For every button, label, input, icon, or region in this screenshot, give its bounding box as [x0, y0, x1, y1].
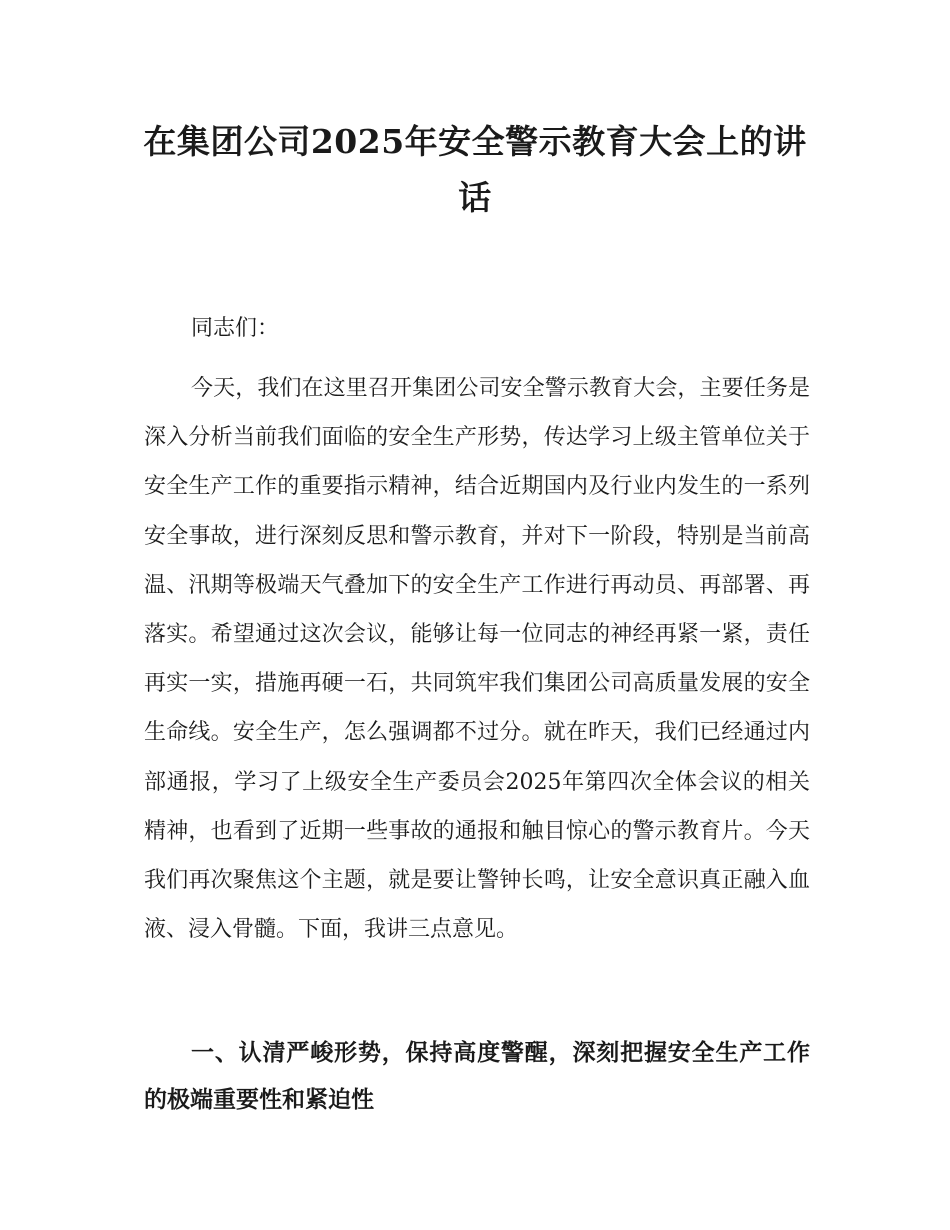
body-paragraph: 今天，我们在这里召开集团公司安全警示教育大会，主要任务是深入分析当前我们面临的安全生产形势，传达学习上级主管单位关于安全生产工作的重要指示精神，结合近期国内及行业内发生的一系列安全事故，进行深刻反思和警示教育，并对下一阶段，特别是当前高温、汛期等极端天气叠加下的安全生产工作进行再动员、再部署、再落实。希望通过这次会议，能够让每一位同志的神经再紧一紧，责任再实一实，措施再硬一石，共同筑牢我们集团公司高质量发展的安全生命线。安全生产，怎么强调都不过分。就在昨天，我们已经通过内部通报，学习了上级安全生产委员会2025年第四次全体会议的相关精神，也看到了近期一些事故的通报和触目惊心的警示教育片。今天我们再次聚焦这个主题，就是要让警钟长鸣，让安全意识真正融入血液、浸入骨髓。下面，我讲三点意见。	[144, 376, 810, 943]
document-title: 在集团公司2025年安全警示教育大会上的讲话	[143, 122, 807, 217]
section-heading: 一、认清严峻形势，保持高度警醒，深刻把握安全生产工作的极端重要性和紧迫性	[144, 1040, 810, 1113]
salutation: 同志们：	[191, 316, 280, 341]
